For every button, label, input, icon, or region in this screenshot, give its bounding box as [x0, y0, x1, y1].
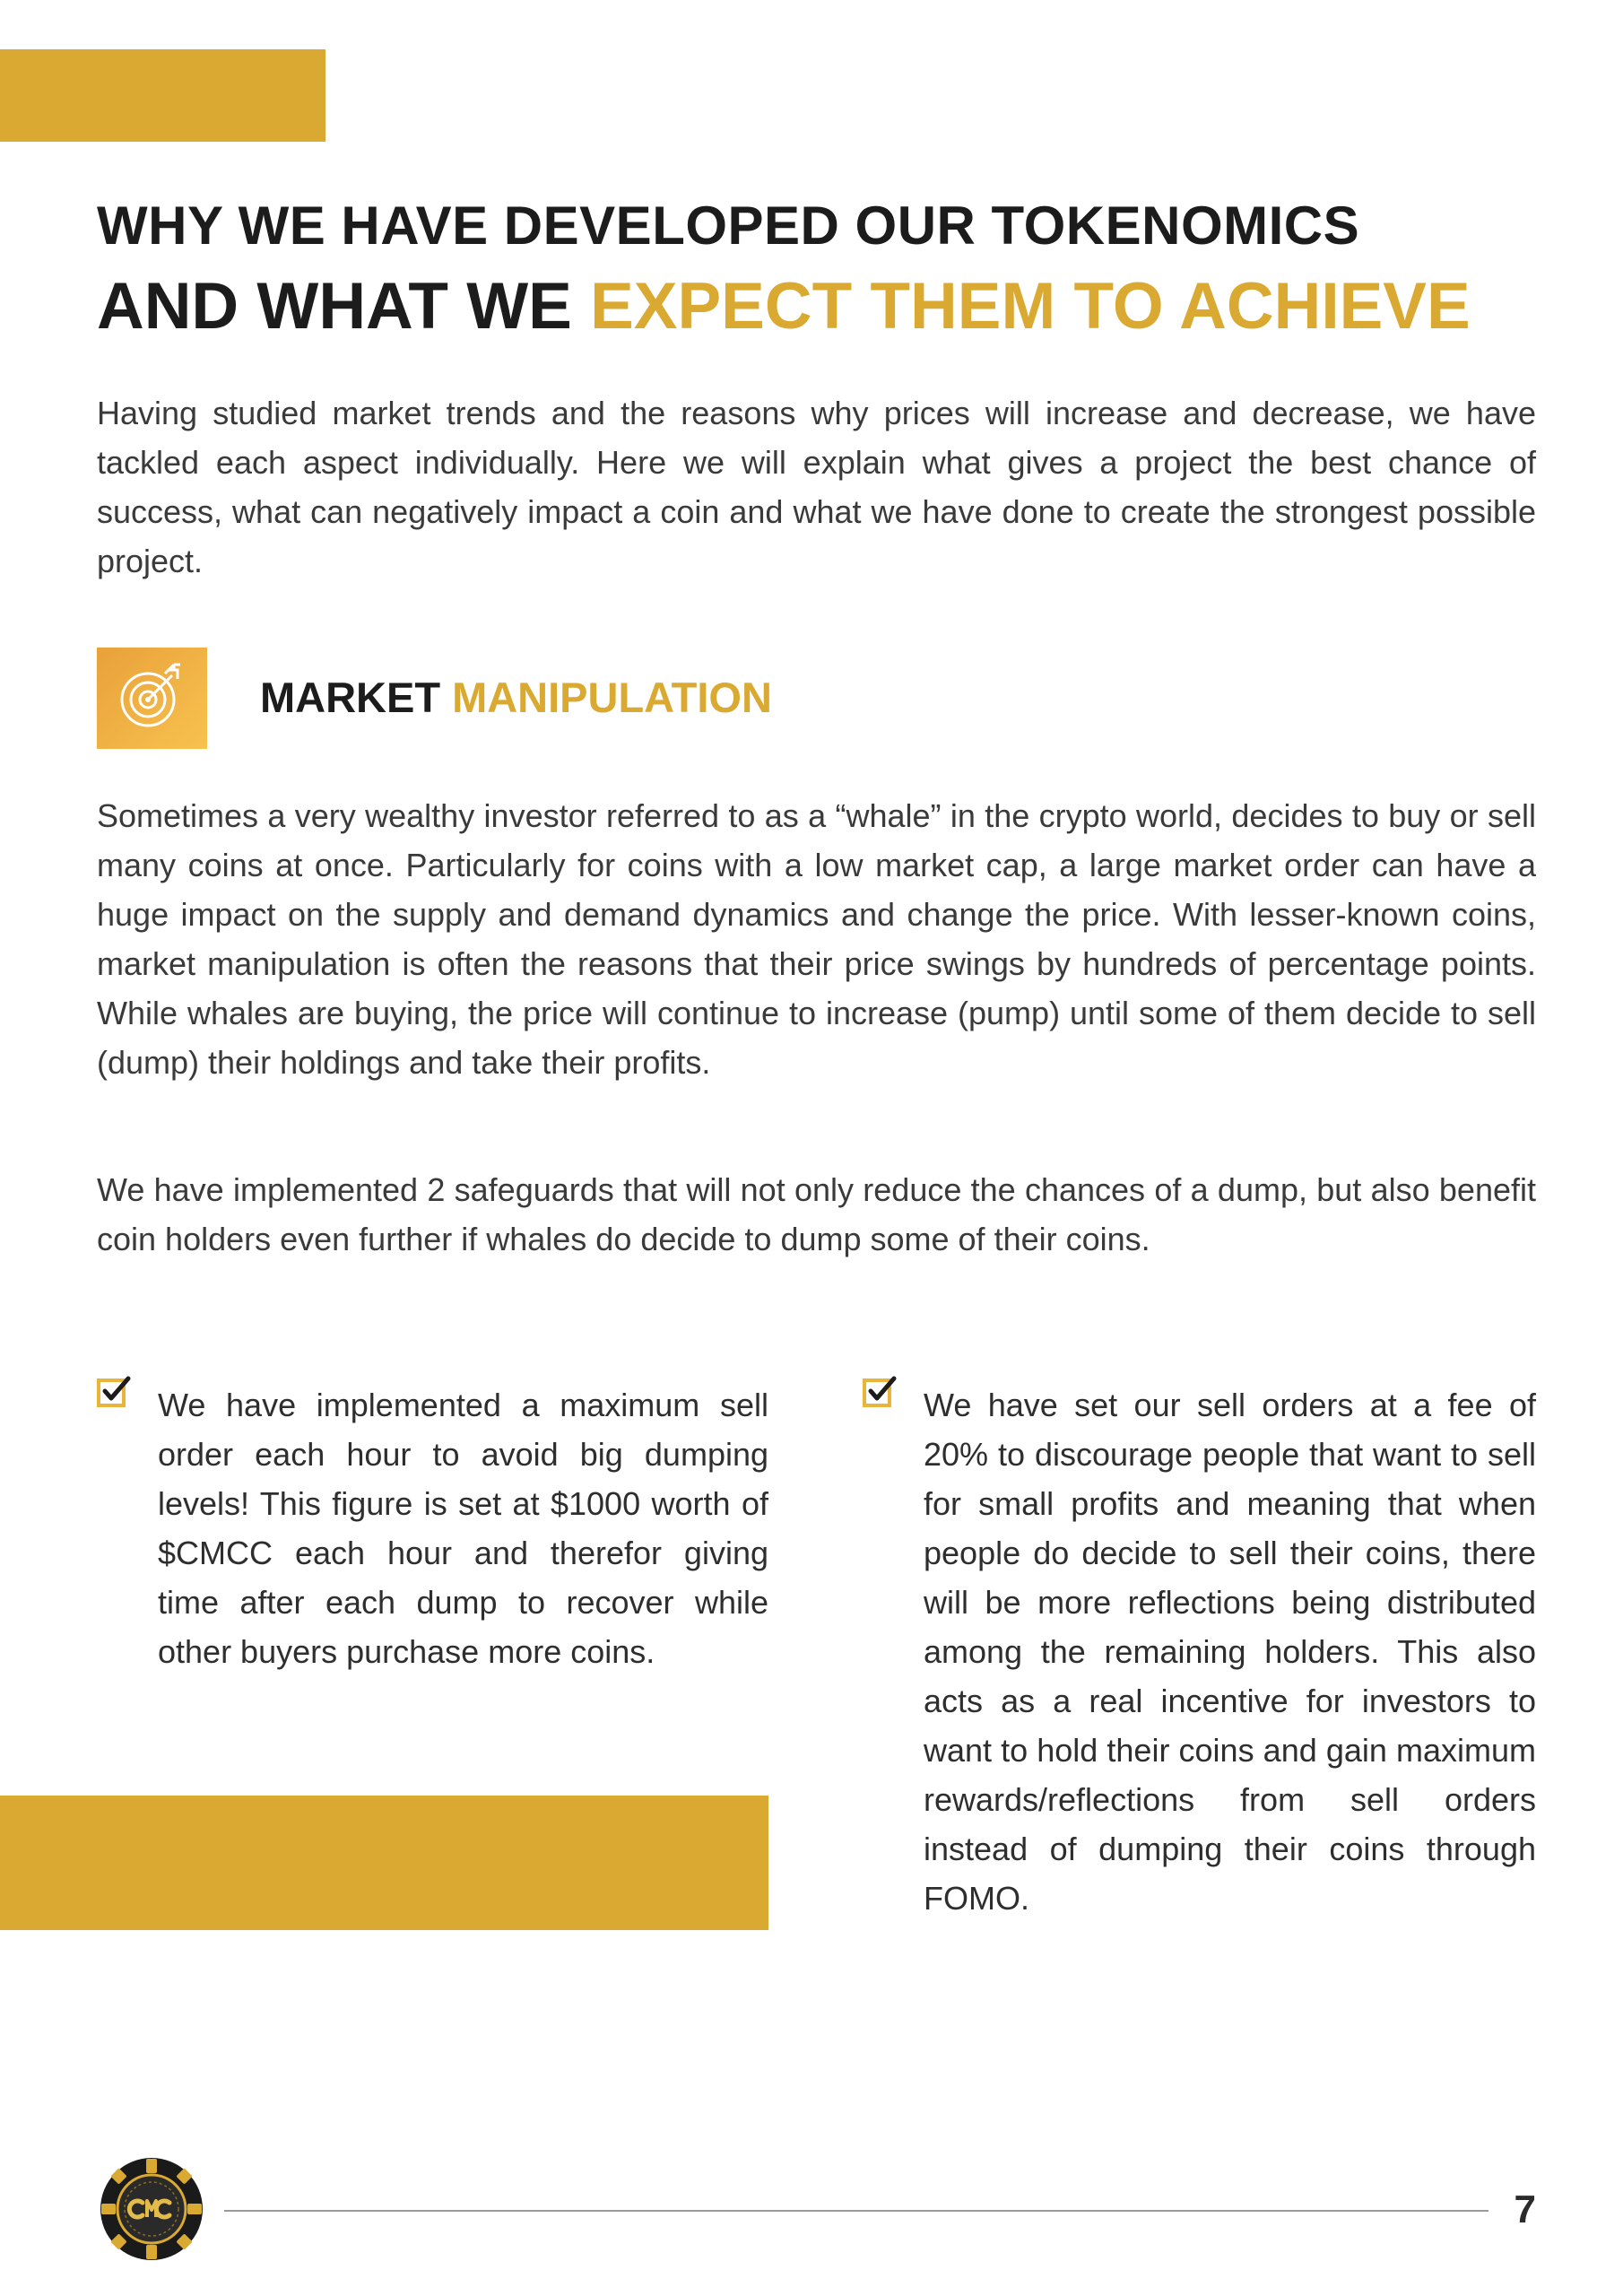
section-paragraph-2: We have implemented 2 safeguards that will not only reduce the chances of a dump, but also benefit coin holders even further if whales do decide to dump some of their coins.	[97, 1171, 1536, 1257]
checkbox-checked-icon	[863, 1375, 897, 1407]
intro-paragraph: Having studied market trends and the reasons why prices will increase and decrease, we have tackled each aspect individually. Here we will explain what gives a project the best chance of success, what can negatively impact a coin and what we have done to create the strongest possible project.	[97, 395, 1536, 579]
section-title-gold: MANIPULATION	[452, 674, 772, 721]
section-paragraph-1: Sometimes a very wealthy investor referred to as a “whale” in the crypto world, decides to buy or sell many coins at once. Particularly for coins with a low market cap, a large market order can have a huge impact on the supply and demand dynamics and change the price. With lesser-known coins, market manipulation is often the reasons that their price swings by hundreds of percentage points. While whales are buying, the price will continue to increase (pump) until some of them decide to sell (dump) their holdings and take their profits.	[97, 797, 1536, 1081]
page-title	[97, 190, 1549, 352]
cmc-coin-logo	[99, 2156, 204, 2262]
page-title-line2	[97, 262, 1549, 352]
section-title-dark: MARKET	[260, 674, 453, 721]
target-icon	[97, 648, 207, 749]
page-title-line2-dark: AND WHAT WE	[97, 270, 591, 343]
footer-divider	[224, 2210, 1488, 2212]
section-title	[260, 671, 772, 725]
page-title-line1: WHY WE HAVE DEVELOPED OUR TOKENOMICS	[97, 196, 1360, 256]
bullet-item-1: We have implemented a maximum sell order each hour to avoid big dumping levels! This figure is set at $1000 worth of $CMCC each hour and therefor giving time after each dump to recover while other buyers purchase more coins.	[158, 1387, 768, 1670]
page-title-line2-gold: EXPECT THEM TO ACHIEVE	[590, 270, 1471, 343]
bullet-item-2: We have set our sell orders at a fee of 20% to discourage people that want to sell for small profits and meaning that when people do decide to sell their coins, there will be more reflections being distributed among the remaining holders. This also acts as a real incentive for investors to want to hold their coins and gain maximum rewards/reflections from sell orders instead of dumping their coins through FOMO.	[924, 1387, 1536, 1917]
accent-bar-top	[0, 49, 325, 142]
page-number: 7	[1514, 2187, 1536, 2231]
accent-bar-bottom	[0, 1796, 768, 1930]
checkbox-checked-icon	[97, 1375, 131, 1407]
